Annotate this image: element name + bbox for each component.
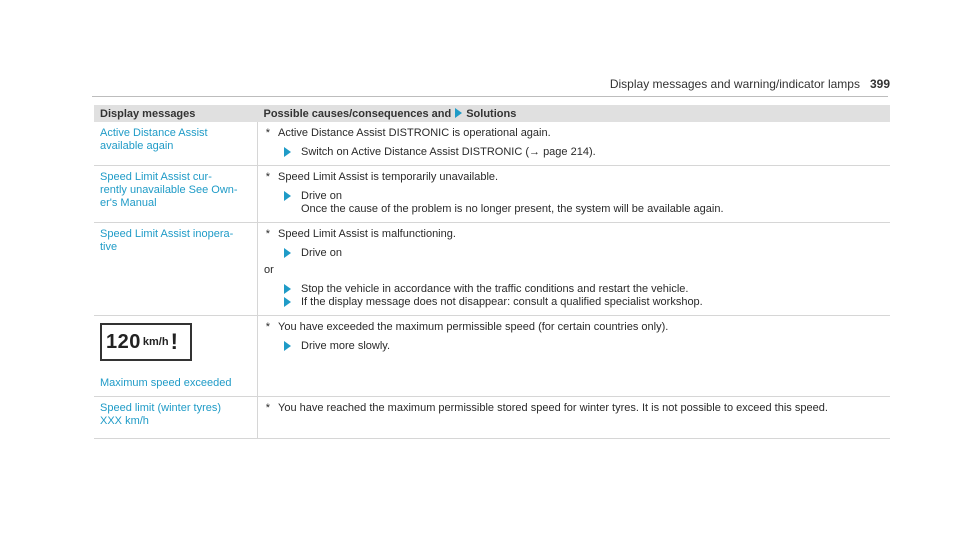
- solution-step: Stop the vehicle in accordance with the traffic conditions and restart the vehicle.: [301, 283, 689, 295]
- cause-cell: [258, 397, 891, 439]
- display-message: [100, 171, 251, 210]
- table-row: [94, 166, 890, 223]
- solution-step-detail: Once the cause of the problem is no longer present, the system will be available again.: [301, 203, 724, 215]
- message-cell: [94, 397, 258, 439]
- display-message-line: rently unavailable See Own-: [100, 184, 238, 196]
- cause-text: You have exceeded the maximum permissible speed (for certain countries only).: [278, 321, 669, 333]
- display-message-line: XXX km/h: [100, 415, 149, 427]
- max-speed-sign-icon: [100, 323, 192, 361]
- message-cell: [94, 316, 258, 397]
- column-header-solutions-label: Solutions: [466, 107, 517, 120]
- page-header: [610, 77, 890, 91]
- asterisk-bullet: *: [265, 228, 270, 240]
- cause-cell: [258, 223, 891, 316]
- message-cell: [94, 122, 258, 166]
- table-row: [94, 316, 890, 397]
- column-header-causes-label: Possible causes/consequences and: [263, 107, 452, 120]
- play-arrow-icon: [455, 108, 462, 118]
- display-message: [100, 402, 251, 428]
- table-row: [94, 223, 890, 316]
- display-message-line: Speed Limit Assist inopera-: [100, 228, 234, 240]
- asterisk-bullet: *: [265, 321, 270, 333]
- step-arrow-icon: [284, 191, 291, 201]
- asterisk-bullet: *: [265, 171, 270, 183]
- speed-unit: km/h: [142, 336, 169, 348]
- display-messages-table: [94, 105, 890, 439]
- cause-text: Speed Limit Assist is temporarily unavailable.: [278, 171, 499, 183]
- display-message-line: Speed limit (winter tyres): [100, 402, 222, 414]
- display-message: [100, 228, 251, 254]
- speed-value: 120: [106, 330, 141, 353]
- solution-step: Drive on: [301, 247, 342, 259]
- cause-text: Speed Limit Assist is malfunctioning.: [278, 228, 456, 240]
- cause-text: You have reached the maximum permissible stored speed for winter tyres. It is not possible to exceed this speed.: [278, 402, 828, 414]
- message-cell: [94, 166, 258, 223]
- display-message-line: tive: [100, 241, 118, 253]
- display-message-line: Speed Limit Assist cur-: [100, 171, 212, 183]
- page-number: 399: [869, 77, 890, 91]
- cause-text: Active Distance Assist DISTRONIC is operational again.: [278, 127, 551, 139]
- cause-cell: [258, 166, 891, 223]
- table-row: [94, 122, 890, 166]
- step-arrow-icon: [284, 284, 291, 294]
- display-message-line: available again: [100, 140, 174, 152]
- or-separator: or: [264, 264, 274, 276]
- solution-step: If the display message does not disappear: consult a qualified specialist workshop.: [301, 296, 703, 308]
- table-header-row: [94, 105, 890, 122]
- warning-mark: !: [170, 329, 178, 354]
- column-header-causes: [258, 105, 891, 122]
- display-message: [100, 127, 251, 153]
- message-cell: [94, 223, 258, 316]
- step-arrow-icon: [284, 147, 291, 157]
- solution-step: Drive on: [301, 190, 342, 202]
- section-title: Display messages and warning/indicator lamps: [609, 77, 860, 91]
- asterisk-bullet: *: [265, 402, 270, 414]
- asterisk-bullet: *: [265, 127, 270, 139]
- step-arrow-icon: [284, 297, 291, 307]
- display-message-line: er's Manual: [100, 197, 157, 209]
- display-message: Maximum speed exceeded: [100, 377, 232, 389]
- table-row: [94, 397, 890, 439]
- header-rule: [92, 96, 888, 97]
- solution-step: Switch on Active Distance Assist DISTRONIC (→ page 214).: [301, 146, 596, 158]
- column-header-messages: Display messages: [94, 105, 258, 122]
- solution-step: Drive more slowly.: [301, 340, 391, 352]
- display-message-line: Active Distance Assist: [100, 127, 208, 139]
- cause-cell: [258, 122, 891, 166]
- cause-cell: [258, 316, 891, 397]
- step-arrow-icon: [284, 248, 291, 258]
- step-arrow-icon: [284, 341, 291, 351]
